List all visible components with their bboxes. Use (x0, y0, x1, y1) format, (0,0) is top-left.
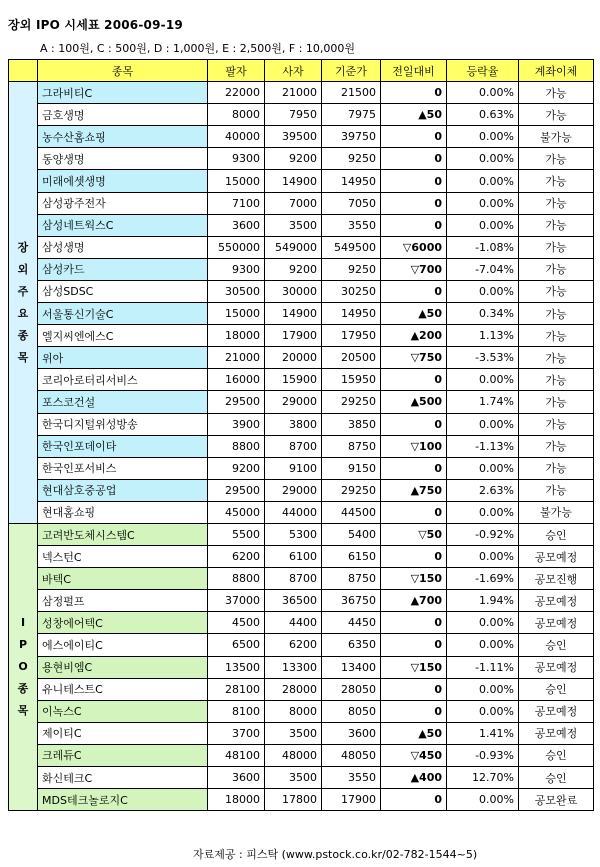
sell-price: 6200 (208, 546, 265, 568)
price-change: ▽50 (381, 523, 447, 545)
table-row (9, 148, 594, 170)
table-row (9, 546, 594, 568)
stock-name: 위아 (38, 347, 208, 369)
price-change: 0 (381, 192, 447, 214)
change-rate: 0.00% (447, 170, 519, 192)
buy-price: 17900 (265, 325, 322, 347)
sell-price: 9200 (208, 457, 265, 479)
group-label-char: O (18, 660, 28, 674)
stock-name: 고려반도체시스템C (38, 523, 208, 545)
table-row (9, 413, 594, 435)
price-change: ▲200 (381, 325, 447, 347)
base-price: 29250 (322, 479, 381, 501)
stock-name: 한국디지털위성방송 (38, 413, 208, 435)
stock-name: 엘지씨엔에스C (38, 325, 208, 347)
transfer-status: 공모진행 (519, 568, 594, 590)
base-price: 6150 (322, 546, 381, 568)
buy-price: 48000 (265, 744, 322, 766)
change-rate: 0.00% (447, 82, 519, 104)
base-price: 3550 (322, 214, 381, 236)
change-rate: 0.00% (447, 280, 519, 302)
sell-price: 9300 (208, 148, 265, 170)
price-change: 0 (381, 280, 447, 302)
transfer-status: 공모예정 (519, 656, 594, 678)
buy-price: 13300 (265, 656, 322, 678)
group-label-char: 목 (17, 350, 29, 364)
sell-price: 7100 (208, 192, 265, 214)
buy-price: 28000 (265, 678, 322, 700)
change-rate: 0.00% (447, 214, 519, 236)
transfer-status: 가능 (519, 214, 594, 236)
base-price: 7050 (322, 192, 381, 214)
base-price: 9250 (322, 258, 381, 280)
transfer-status: 가능 (519, 104, 594, 126)
price-change: 0 (381, 634, 447, 656)
transfer-status: 공모예정 (519, 590, 594, 612)
buy-price: 8000 (265, 700, 322, 722)
stock-name: 삼정펄프 (38, 590, 208, 612)
change-rate: -1.11% (447, 656, 519, 678)
group-label-char: I (20, 616, 26, 630)
header-base: 기준가 (322, 60, 381, 82)
transfer-status: 가능 (519, 413, 594, 435)
change-rate: 0.00% (447, 678, 519, 700)
price-change: ▲50 (381, 303, 447, 325)
sell-price: 29500 (208, 479, 265, 501)
sell-price: 18000 (208, 789, 265, 811)
page-title: 장외 IPO 시세표 2006-09-19 (8, 18, 183, 32)
change-rate: -1.69% (447, 568, 519, 590)
stock-name: 삼성카드 (38, 258, 208, 280)
buy-price: 30000 (265, 280, 322, 302)
buy-price: 21000 (265, 82, 322, 104)
base-price: 14950 (322, 303, 381, 325)
base-price: 17900 (322, 789, 381, 811)
sell-price: 37000 (208, 590, 265, 612)
buy-price: 5300 (265, 523, 322, 545)
change-rate: 12.70% (447, 767, 519, 789)
buy-price: 7950 (265, 104, 322, 126)
price-change: ▲50 (381, 722, 447, 744)
stock-name: 한국인포데이타 (38, 435, 208, 457)
change-rate: -1.08% (447, 236, 519, 258)
change-rate: 0.00% (447, 612, 519, 634)
stock-name: 성창에어텍C (38, 612, 208, 634)
quote-table (8, 59, 594, 811)
transfer-status: 승인 (519, 678, 594, 700)
sell-price: 16000 (208, 369, 265, 391)
buy-price: 9100 (265, 457, 322, 479)
transfer-status: 승인 (519, 523, 594, 545)
table-row (9, 678, 594, 700)
buy-price: 9200 (265, 148, 322, 170)
stock-name: 에스에이티C (38, 634, 208, 656)
base-price: 549500 (322, 236, 381, 258)
change-rate: 0.00% (447, 413, 519, 435)
price-change: ▲500 (381, 391, 447, 413)
stock-name: MDS테크놀로지C (38, 789, 208, 811)
transfer-status: 승인 (519, 744, 594, 766)
stock-name: 한국인포서비스 (38, 457, 208, 479)
base-price: 48050 (322, 744, 381, 766)
sell-price: 15000 (208, 303, 265, 325)
table-row (9, 612, 594, 634)
base-price: 3550 (322, 767, 381, 789)
sell-price: 18000 (208, 325, 265, 347)
stock-name: 바텍C (38, 568, 208, 590)
stock-name: 용현비엠C (38, 656, 208, 678)
transfer-status: 승인 (519, 634, 594, 656)
price-change: 0 (381, 148, 447, 170)
transfer-status: 가능 (519, 347, 594, 369)
change-rate: 2.63% (447, 479, 519, 501)
table-row (9, 214, 594, 236)
transfer-status: 가능 (519, 170, 594, 192)
table-row (9, 700, 594, 722)
price-change: ▽150 (381, 568, 447, 590)
sell-price: 13500 (208, 656, 265, 678)
change-rate: 0.00% (447, 634, 519, 656)
change-rate: 0.34% (447, 303, 519, 325)
base-price: 8050 (322, 700, 381, 722)
stock-name: 금호생명 (38, 104, 208, 126)
header-row (9, 60, 594, 82)
table-row (9, 767, 594, 789)
change-rate: 1.13% (447, 325, 519, 347)
transfer-status: 가능 (519, 391, 594, 413)
price-change: 0 (381, 612, 447, 634)
transfer-status: 공모예정 (519, 722, 594, 744)
sell-price: 8100 (208, 700, 265, 722)
table-row (9, 258, 594, 280)
transfer-status: 가능 (519, 369, 594, 391)
group-label-char: 주 (17, 284, 29, 298)
header-blank (9, 60, 38, 82)
change-rate: 0.00% (447, 501, 519, 523)
table-row (9, 126, 594, 148)
buy-price: 39500 (265, 126, 322, 148)
buy-price: 549000 (265, 236, 322, 258)
buy-price: 4400 (265, 612, 322, 634)
group-label (9, 523, 38, 810)
base-price: 17950 (322, 325, 381, 347)
group-label-char: 종 (17, 682, 29, 696)
stock-name: 포스코건설 (38, 391, 208, 413)
stock-name: 서울통신기술C (38, 303, 208, 325)
base-price: 8750 (322, 435, 381, 457)
transfer-status: 가능 (519, 258, 594, 280)
buy-price: 44000 (265, 501, 322, 523)
change-rate: -7.04% (447, 258, 519, 280)
sell-price: 3600 (208, 214, 265, 236)
price-change: ▽6000 (381, 236, 447, 258)
group-label-char: 목 (17, 704, 29, 718)
buy-price: 20000 (265, 347, 322, 369)
stock-name: 삼성네트웍스C (38, 214, 208, 236)
group-label-char: 외 (17, 262, 29, 276)
price-change: 0 (381, 700, 447, 722)
table-row (9, 722, 594, 744)
buy-price: 14900 (265, 303, 322, 325)
table-row (9, 391, 594, 413)
change-rate: 1.74% (447, 391, 519, 413)
stock-name: 이녹스C (38, 700, 208, 722)
stock-name: 현대삼호중공업 (38, 479, 208, 501)
sell-price: 3900 (208, 413, 265, 435)
price-change: ▲50 (381, 104, 447, 126)
header-stock: 종목 (38, 60, 208, 82)
transfer-status: 승인 (519, 767, 594, 789)
sell-price: 22000 (208, 82, 265, 104)
buy-price: 14900 (265, 170, 322, 192)
transfer-status: 공모완료 (519, 789, 594, 811)
price-change: 0 (381, 126, 447, 148)
sell-price: 29500 (208, 391, 265, 413)
price-change: 0 (381, 170, 447, 192)
table-body (9, 82, 594, 811)
base-price: 39750 (322, 126, 381, 148)
base-price: 9250 (322, 148, 381, 170)
base-price: 3600 (322, 722, 381, 744)
table-row (9, 457, 594, 479)
sell-price: 21000 (208, 347, 265, 369)
price-change: 0 (381, 678, 447, 700)
buy-price: 15900 (265, 369, 322, 391)
transfer-status: 불가능 (519, 501, 594, 523)
buy-price: 29000 (265, 479, 322, 501)
stock-name: 넥스턴C (38, 546, 208, 568)
stock-name: 삼성생명 (38, 236, 208, 258)
sell-price: 8800 (208, 435, 265, 457)
buy-price: 36500 (265, 590, 322, 612)
price-change: ▲750 (381, 479, 447, 501)
base-price: 8750 (322, 568, 381, 590)
sell-price: 45000 (208, 501, 265, 523)
change-rate: 1.41% (447, 722, 519, 744)
stock-name: 화신테크C (38, 767, 208, 789)
table-row (9, 369, 594, 391)
change-rate: 0.00% (447, 126, 519, 148)
price-change: ▽700 (381, 258, 447, 280)
table-row (9, 236, 594, 258)
buy-price: 8700 (265, 435, 322, 457)
base-price: 6350 (322, 634, 381, 656)
sell-price: 15000 (208, 170, 265, 192)
table-row (9, 634, 594, 656)
stock-name: 유니테스트C (38, 678, 208, 700)
transfer-status: 불가능 (519, 126, 594, 148)
transfer-status: 가능 (519, 82, 594, 104)
buy-price: 8700 (265, 568, 322, 590)
price-change: 0 (381, 457, 447, 479)
sell-price: 6500 (208, 634, 265, 656)
transfer-status: 가능 (519, 303, 594, 325)
transfer-status: 가능 (519, 280, 594, 302)
change-rate: 0.00% (447, 369, 519, 391)
price-change: ▲400 (381, 767, 447, 789)
table-row (9, 325, 594, 347)
sell-price: 48100 (208, 744, 265, 766)
header-buy: 사자 (265, 60, 322, 82)
transfer-status: 가능 (519, 479, 594, 501)
base-price: 36750 (322, 590, 381, 612)
price-change: ▽100 (381, 435, 447, 457)
base-price: 30250 (322, 280, 381, 302)
table-row (9, 104, 594, 126)
price-change: 0 (381, 789, 447, 811)
change-rate: 0.00% (447, 192, 519, 214)
base-price: 13400 (322, 656, 381, 678)
sell-price: 28100 (208, 678, 265, 700)
buy-price: 6100 (265, 546, 322, 568)
transfer-status: 가능 (519, 435, 594, 457)
price-change: 0 (381, 369, 447, 391)
change-rate: -3.53% (447, 347, 519, 369)
change-rate: -0.93% (447, 744, 519, 766)
table-row (9, 656, 594, 678)
table-row (9, 744, 594, 766)
table-row (9, 303, 594, 325)
sell-price: 3600 (208, 767, 265, 789)
table-row (9, 82, 594, 104)
buy-price: 3800 (265, 413, 322, 435)
change-rate: 0.00% (447, 148, 519, 170)
stock-name: 크레듀C (38, 744, 208, 766)
price-change: ▲700 (381, 590, 447, 612)
price-change: 0 (381, 214, 447, 236)
table-row (9, 347, 594, 369)
base-price: 20500 (322, 347, 381, 369)
buy-price: 9200 (265, 258, 322, 280)
buy-price: 3500 (265, 214, 322, 236)
stock-name: 삼성광주전자 (38, 192, 208, 214)
base-price: 29250 (322, 391, 381, 413)
price-change: ▽750 (381, 347, 447, 369)
sell-price: 40000 (208, 126, 265, 148)
stock-name: 그라비티C (38, 82, 208, 104)
sell-price: 30500 (208, 280, 265, 302)
stock-name: 현대홈쇼핑 (38, 501, 208, 523)
buy-price: 3500 (265, 722, 322, 744)
header-rate: 등락율 (447, 60, 519, 82)
base-price: 14950 (322, 170, 381, 192)
table-row (9, 192, 594, 214)
change-rate: -0.92% (447, 523, 519, 545)
table-row (9, 280, 594, 302)
sell-price: 8800 (208, 568, 265, 590)
change-rate: -1.13% (447, 435, 519, 457)
base-price: 4450 (322, 612, 381, 634)
sell-price: 3700 (208, 722, 265, 744)
change-rate: 0.00% (447, 546, 519, 568)
header-change: 전일대비 (381, 60, 447, 82)
sell-price: 4500 (208, 612, 265, 634)
base-price: 21500 (322, 82, 381, 104)
sell-price: 8000 (208, 104, 265, 126)
base-price: 15950 (322, 369, 381, 391)
stock-name: 삼성SDSC (38, 280, 208, 302)
sell-price: 5500 (208, 523, 265, 545)
base-price: 28050 (322, 678, 381, 700)
transfer-status: 가능 (519, 192, 594, 214)
source-footer: 자료제공 : 피스탁 (www.pstock.co.kr/02-782-1544~5) (193, 848, 478, 861)
price-change: 0 (381, 501, 447, 523)
sell-price: 9300 (208, 258, 265, 280)
table-row (9, 568, 594, 590)
group-label-char: 장 (17, 240, 29, 254)
unit-legend: A : 100원, C : 500원, D : 1,000원, E : 2,500원, F : 10,000원 (40, 42, 356, 55)
group-label-char: P (18, 638, 28, 652)
base-price: 9150 (322, 457, 381, 479)
change-rate: 1.94% (447, 590, 519, 612)
stock-name: 제이티C (38, 722, 208, 744)
transfer-status: 가능 (519, 148, 594, 170)
price-change: ▽450 (381, 744, 447, 766)
change-rate: 0.63% (447, 104, 519, 126)
stock-name: 농수산홈쇼핑 (38, 126, 208, 148)
change-rate: 0.00% (447, 700, 519, 722)
change-rate: 0.00% (447, 457, 519, 479)
header-sell: 팔자 (208, 60, 265, 82)
header-transfer: 계좌이체 (519, 60, 594, 82)
buy-price: 6200 (265, 634, 322, 656)
base-price: 3850 (322, 413, 381, 435)
transfer-status: 가능 (519, 457, 594, 479)
price-change: 0 (381, 413, 447, 435)
buy-price: 3500 (265, 767, 322, 789)
buy-price: 7000 (265, 192, 322, 214)
transfer-status: 가능 (519, 325, 594, 347)
sell-price: 550000 (208, 236, 265, 258)
table-row (9, 435, 594, 457)
group-label-char: 종 (17, 328, 29, 342)
transfer-status: 공모예정 (519, 612, 594, 634)
group-label-char: 요 (17, 306, 29, 320)
table-row (9, 501, 594, 523)
buy-price: 17800 (265, 789, 322, 811)
table-row (9, 590, 594, 612)
price-change: ▽150 (381, 656, 447, 678)
table-row (9, 170, 594, 192)
stock-name: 동양생명 (38, 148, 208, 170)
buy-price: 29000 (265, 391, 322, 413)
change-rate: 0.00% (447, 789, 519, 811)
table-row (9, 523, 594, 545)
base-price: 5400 (322, 523, 381, 545)
stock-name: 미래에셋생명 (38, 170, 208, 192)
table-row (9, 789, 594, 811)
base-price: 7975 (322, 104, 381, 126)
price-change: 0 (381, 82, 447, 104)
transfer-status: 가능 (519, 236, 594, 258)
table-row (9, 479, 594, 501)
transfer-status: 공모예정 (519, 700, 594, 722)
stock-name: 코리아로터리서비스 (38, 369, 208, 391)
price-change: 0 (381, 546, 447, 568)
transfer-status: 공모예정 (519, 546, 594, 568)
group-label (9, 82, 38, 524)
base-price: 44500 (322, 501, 381, 523)
